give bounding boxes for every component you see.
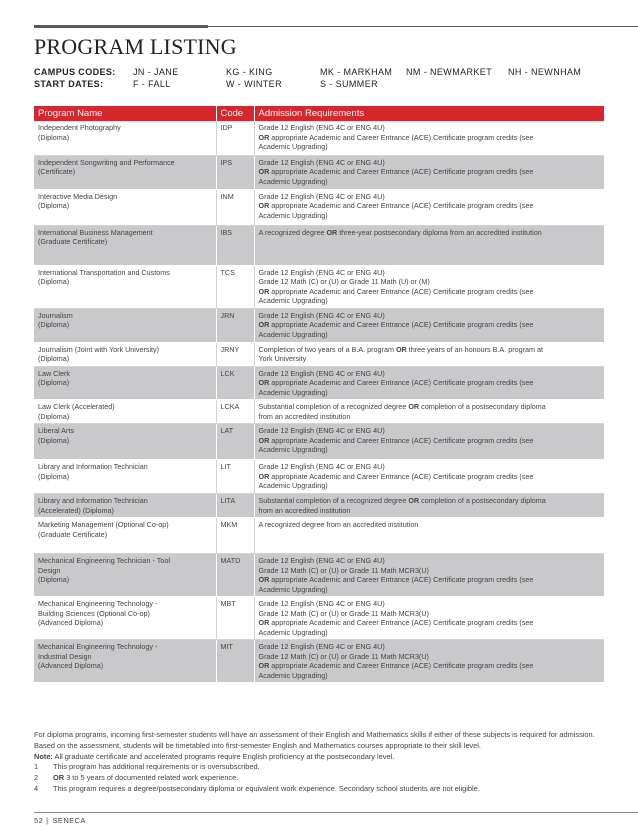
requirement-line [259, 133, 601, 143]
requirement-text: appropriate Academic and Career Entrance (ACE) Certificate program credits (see [269, 320, 534, 329]
program-name-line: (Advanced Diploma) [38, 618, 104, 627]
campus-code: MK - MARKHAM [320, 67, 393, 77]
program-name-line: (Graduate Certificate) [38, 237, 108, 246]
table-row [34, 494, 604, 518]
requirement-line [259, 354, 601, 364]
program-table-body [34, 121, 604, 683]
page-footer [34, 816, 86, 825]
program-name-line: (Advanced Diploma) [38, 661, 104, 670]
admission-requirements-cell [254, 424, 604, 460]
program-code-cell: MATD [216, 554, 254, 597]
requirement-text: Grade 12 English (ENG 4C or ENG 4U) [258, 426, 385, 435]
or-keyword: OR [258, 286, 270, 296]
footnote-text-rest: 3 to 5 years of documented related work experience. [64, 773, 239, 783]
footer-rule [34, 812, 638, 813]
table-row [34, 265, 604, 308]
requirement-text: Grade 12 Math (C) or (U) or Grade 11 Math MCR3(U) [258, 651, 429, 661]
program-name-line: Law Clerk (Accelerated) [38, 402, 115, 411]
table-row [34, 518, 604, 554]
codes-legend [34, 66, 581, 90]
campus-code: JN - JANE [133, 67, 179, 77]
requirement-line [259, 652, 601, 662]
program-name-line: Industrial Design [38, 651, 92, 661]
program-name-line: Mechanical Engineering Technician - Tool [38, 556, 170, 565]
requirement-line [259, 462, 601, 472]
or-keyword: OR [258, 435, 270, 445]
requirement-line [259, 481, 601, 491]
requirement-text: from an accredited institution [258, 411, 351, 421]
requirement-line [259, 287, 601, 297]
requirement-text: Academic Upgrading) [258, 445, 328, 454]
requirement-text: A recognized degree from an accredited institution [258, 520, 419, 529]
or-keyword: OR [395, 344, 407, 354]
program-name-line: (Diploma) [38, 320, 70, 329]
admission-requirements-cell [254, 640, 604, 683]
program-name-line: (Graduate Certificate) [38, 529, 108, 539]
start-date-code: F - FALL [133, 79, 171, 89]
page-title: PROGRAM LISTING [34, 34, 237, 59]
program-code-cell: LAT [216, 424, 254, 460]
requirement-text: Academic Upgrading) [258, 670, 328, 680]
requirement-line [259, 642, 601, 652]
requirement-text: appropriate Academic and Career Entrance (ACE) Certificate program credits (see [269, 378, 534, 387]
requirement-line [259, 520, 601, 530]
program-name-line: Building Sciences (Optional Co-op) [38, 608, 150, 618]
program-table [34, 106, 604, 683]
publisher-name: SENECA [52, 816, 86, 825]
requirement-line [259, 277, 601, 287]
requirement-line [259, 320, 601, 330]
requirement-line [259, 158, 601, 168]
column-header-code: Code [216, 106, 254, 121]
requirement-text: Substantial completion of a recognized degree [258, 496, 409, 505]
requirement-text: Grade 12 Math (C) or (U) or Grade 11 Math (U) or (M) [258, 277, 430, 286]
program-name-line: Mechanical Engineering Technology - [38, 642, 158, 651]
requirement-text: appropriate Academic and Career Entrance (ACE) Certificate program credits (see [269, 132, 534, 142]
requirement-text: A recognized degree [258, 227, 327, 237]
admission-requirements-cell [254, 554, 604, 597]
campus-code: NH - NEWNHAM [508, 67, 582, 77]
program-name-cell [34, 121, 216, 155]
program-name-line: Design [38, 565, 61, 575]
or-keyword: OR [258, 618, 270, 627]
requirement-text: Grade 12 English (ENG 4C or ENG 4U) [258, 462, 385, 471]
admission-requirements-cell [254, 597, 604, 640]
table-row [34, 342, 604, 366]
requirement-line [259, 566, 601, 576]
table-row [34, 424, 604, 460]
admission-requirements-cell [254, 366, 604, 400]
table-row [34, 155, 604, 189]
footer-separator: | [46, 816, 49, 825]
footnotes [34, 730, 606, 795]
program-code-cell: IPS [216, 155, 254, 189]
program-name-line: Mechanical Engineering Technology - [38, 599, 158, 608]
admission-requirements-cell [254, 121, 604, 155]
requirement-line [259, 426, 601, 436]
requirement-line [259, 506, 601, 516]
requirement-line [259, 661, 601, 671]
footnote-text: This program has additional requirements or is oversubscribed. [53, 762, 260, 772]
program-name-cell [34, 554, 216, 597]
requirement-line [259, 211, 601, 221]
table-row [34, 189, 604, 225]
requirement-line [259, 296, 601, 306]
program-name-cell [34, 494, 216, 518]
column-header-program-name: Program Name [34, 106, 216, 121]
requirement-text: Substantial completion of a recognized degree [258, 402, 409, 411]
program-name-cell [34, 155, 216, 189]
program-name-line: (Diploma) [38, 277, 70, 286]
or-keyword: OR [258, 661, 270, 670]
table-row [34, 400, 604, 424]
requirement-text: Academic Upgrading) [258, 210, 328, 220]
footnote-intro: For diploma programs, incoming first-semester students will have an assessment of their English and Mathematics skills if either of these subjects is required for admission. Based on the assessment, students will be timetabled into first-semester English and Mathematics courses appropriate to their skill level. [34, 730, 595, 750]
program-code-cell: LIT [216, 460, 254, 494]
requirement-text: Grade 12 English (ENG 4C or ENG 4U) [258, 556, 385, 565]
requirement-text: Grade 12 Math (C) or (U) or Grade 11 Math MCR3(U) [258, 608, 429, 618]
requirement-text: appropriate Academic and Career Entrance (ACE) Certificate program credits (see [269, 618, 534, 627]
admission-requirements-cell [254, 494, 604, 518]
program-name-cell [34, 265, 216, 308]
requirement-text: Academic Upgrading) [258, 296, 328, 305]
requirement-text: appropriate Academic and Career Entrance (ACE) Certificate program credits (see [269, 435, 534, 445]
program-name-line: Library and Information Technician [38, 496, 148, 505]
table-row [34, 366, 604, 400]
table-row [34, 554, 604, 597]
admission-requirements-cell [254, 225, 604, 265]
program-code-cell: MBT [216, 597, 254, 640]
requirement-text: three years of an honours B.A. program at [406, 344, 543, 354]
program-code-cell: LCKA [216, 400, 254, 424]
requirement-line [259, 412, 601, 422]
requirement-text: Grade 12 English (ENG 4C or ENG 4U) [258, 599, 385, 608]
program-code-cell: JRN [216, 308, 254, 342]
requirement-line [259, 445, 601, 455]
requirement-text: Academic Upgrading) [258, 176, 328, 186]
program-name-line: (Diploma) [38, 435, 70, 445]
requirement-line [259, 201, 601, 211]
requirement-line [259, 436, 601, 446]
program-name-line: Library and Information Technician [38, 462, 148, 471]
program-name-line: Journalism (Joint with York University) [38, 344, 160, 354]
admission-requirements-cell [254, 460, 604, 494]
admission-requirements-cell [254, 342, 604, 366]
requirement-text: Academic Upgrading) [258, 584, 328, 594]
program-name-line: Journalism [38, 310, 73, 320]
requirement-text: Academic Upgrading) [258, 142, 328, 151]
requirement-line [259, 123, 601, 133]
requirement-line [259, 311, 601, 321]
admission-requirements-cell [254, 155, 604, 189]
requirement-line [259, 378, 601, 388]
program-name-line: (Accelerated) (Diploma) [38, 505, 114, 515]
program-code-cell: MIT [216, 640, 254, 683]
program-name-line: Marketing Management (Optional Co-op) [38, 520, 169, 529]
program-code-cell: JRNY [216, 342, 254, 366]
or-keyword: OR [258, 471, 270, 481]
requirement-text: appropriate Academic and Career Entrance (ACE) Certificate program credits (see [269, 471, 534, 481]
or-keyword: OR [258, 575, 270, 584]
campus-code: KG - KING [226, 67, 273, 77]
or-keyword: OR [326, 227, 338, 237]
page-number: 52 [34, 816, 44, 825]
table-row [34, 460, 604, 494]
requirement-line [259, 388, 601, 398]
program-name-line: (Diploma) [38, 354, 70, 363]
column-header-admission-requirements: Admission Requirements [254, 106, 604, 121]
note-text: All graduate certificate and accelerated programs require English proficiency at the postsecondary level. [52, 751, 395, 761]
requirement-line [259, 618, 601, 628]
footnote-marker: 2 [34, 773, 39, 783]
table-row [34, 597, 604, 640]
footnote-marker: 1 [34, 762, 39, 772]
program-name-cell [34, 366, 216, 400]
requirement-text: from an accredited institution [258, 505, 351, 515]
or-keyword: OR [408, 402, 420, 411]
footnote-text: This program requires a degree/postsecondary diploma or equivalent work experience. Secondary school students are not eligible. [53, 783, 480, 793]
program-code-cell: IBS [216, 225, 254, 265]
requirement-text: appropriate Academic and Career Entrance (ACE) Certificate program credits (see [269, 201, 534, 210]
program-name-line: Law Clerk [38, 368, 70, 378]
program-name-line: Independent Songwriting and Performance [38, 157, 175, 167]
program-name-cell [34, 308, 216, 342]
program-name-line: (Certificate) [38, 167, 76, 176]
admission-requirements-cell [254, 265, 604, 308]
program-name-cell [34, 460, 216, 494]
table-row [34, 640, 604, 683]
requirement-line [259, 599, 601, 609]
program-name-cell [34, 597, 216, 640]
program-name-cell [34, 189, 216, 225]
campus-code: NM - NEWMARKET [406, 67, 493, 77]
requirement-line [259, 192, 601, 202]
admission-requirements-cell [254, 308, 604, 342]
requirement-text: appropriate Academic and Career Entrance (ACE) Certificate program credits (see [269, 575, 534, 584]
requirement-line [259, 556, 601, 566]
requirement-text: Academic Upgrading) [258, 481, 328, 490]
program-name-line: International Business Management [38, 227, 153, 237]
requirement-text: appropriate Academic and Career Entrance (ACE) Certificate program credits (see [269, 661, 534, 670]
program-name-cell [34, 342, 216, 366]
program-name-line: (Diploma) [38, 411, 70, 421]
requirement-line [259, 585, 601, 595]
or-keyword: OR [258, 320, 270, 329]
table-row [34, 121, 604, 155]
requirement-text: Grade 12 English (ENG 4C or ENG 4U) [258, 123, 385, 132]
requirement-line [259, 472, 601, 482]
requirement-line [259, 268, 601, 278]
requirement-line [259, 628, 601, 638]
program-name-cell [34, 640, 216, 683]
requirement-line [259, 609, 601, 619]
campus-codes-row [34, 66, 581, 78]
or-keyword: OR [258, 378, 270, 387]
requirement-line [259, 177, 601, 187]
requirement-line [259, 345, 601, 355]
program-code-cell: LITA [216, 494, 254, 518]
requirement-text: York University [258, 354, 307, 363]
requirement-text: completion of a postsecondary diploma [419, 496, 546, 505]
footnote-item [34, 773, 606, 784]
or-keyword: OR [258, 167, 270, 176]
program-name-line: (Diploma) [38, 471, 70, 481]
footnote-note [34, 752, 606, 763]
requirement-line [259, 167, 601, 177]
program-name-line: Interactive Media Design [38, 191, 118, 201]
requirement-text: appropriate Academic and Career Entrance (ACE) Certificate program credits (see [269, 167, 534, 176]
or-keyword: OR [258, 201, 270, 210]
requirement-line [259, 402, 601, 412]
program-name-line: (Diploma) [38, 378, 70, 387]
requirement-line [259, 671, 601, 681]
table-header-row [34, 106, 604, 121]
program-code-cell: MKM [216, 518, 254, 554]
footnote-item [34, 762, 606, 773]
requirement-text: completion of a postsecondary diploma [419, 402, 546, 411]
program-code-cell: TCS [216, 265, 254, 308]
admission-requirements-cell [254, 189, 604, 225]
admission-requirements-cell [254, 518, 604, 554]
requirement-line [259, 228, 601, 238]
table-row [34, 225, 604, 265]
requirement-text: three-year postsecondary diploma from an accredited institution [337, 227, 542, 237]
requirement-text: Grade 12 English (ENG 4C or ENG 4U) [258, 267, 385, 277]
program-code-cell: IDP [216, 121, 254, 155]
requirement-text: Grade 12 English (ENG 4C or ENG 4U) [258, 642, 385, 651]
requirement-line [259, 142, 601, 152]
requirement-text: Academic Upgrading) [258, 627, 328, 637]
program-name-line: International Transportation and Customs [38, 267, 170, 277]
admission-requirements-cell [254, 400, 604, 424]
requirement-text: Completion of two years of a B.A. program [258, 344, 396, 354]
program-name-line: Liberal Arts [38, 426, 74, 435]
footnote-text [53, 773, 238, 784]
start-date-code: W - WINTER [226, 79, 282, 89]
program-name-cell [34, 400, 216, 424]
program-name-cell [34, 518, 216, 554]
or-keyword: OR [258, 132, 270, 142]
requirement-text: Grade 12 Math (C) or (U) or Grade 11 Math MCR3(U) [258, 565, 429, 575]
footnote-marker: 4 [34, 783, 39, 793]
header-rule [34, 26, 638, 27]
requirement-text: Academic Upgrading) [258, 329, 328, 339]
note-label: Note: [34, 751, 53, 761]
footnote-item [34, 784, 606, 795]
start-dates-label: START DATES: [34, 79, 104, 89]
requirement-text: Academic Upgrading) [258, 387, 328, 397]
program-name-line: Independent Photography [38, 123, 121, 132]
requirement-line [259, 330, 601, 340]
requirement-text: Grade 12 English (ENG 4C or ENG 4U) [258, 157, 385, 167]
requirement-line [259, 369, 601, 379]
campus-codes-label: CAMPUS CODES: [34, 67, 116, 77]
program-name-line: (Diploma) [38, 201, 70, 210]
footnote-bold: OR [53, 773, 65, 783]
program-code-cell: LCK [216, 366, 254, 400]
program-name-line: (Diploma) [38, 575, 70, 584]
or-keyword: OR [408, 496, 420, 505]
program-name-cell [34, 225, 216, 265]
requirement-text: appropriate Academic and Career Entrance (ACE) Certificate program credits (see [269, 286, 534, 296]
requirement-text: Grade 12 English (ENG 4C or ENG 4U) [258, 368, 385, 378]
program-name-cell [34, 424, 216, 460]
program-code-cell: INM [216, 189, 254, 225]
requirement-text: Grade 12 English (ENG 4C or ENG 4U) [258, 191, 385, 201]
program-name-line: (Diploma) [38, 132, 70, 142]
requirement-line [259, 575, 601, 585]
table-row [34, 308, 604, 342]
start-date-code: S - SUMMER [320, 79, 378, 89]
start-dates-row [34, 78, 581, 90]
requirement-text: Grade 12 English (ENG 4C or ENG 4U) [258, 310, 385, 320]
requirement-line [259, 496, 601, 506]
